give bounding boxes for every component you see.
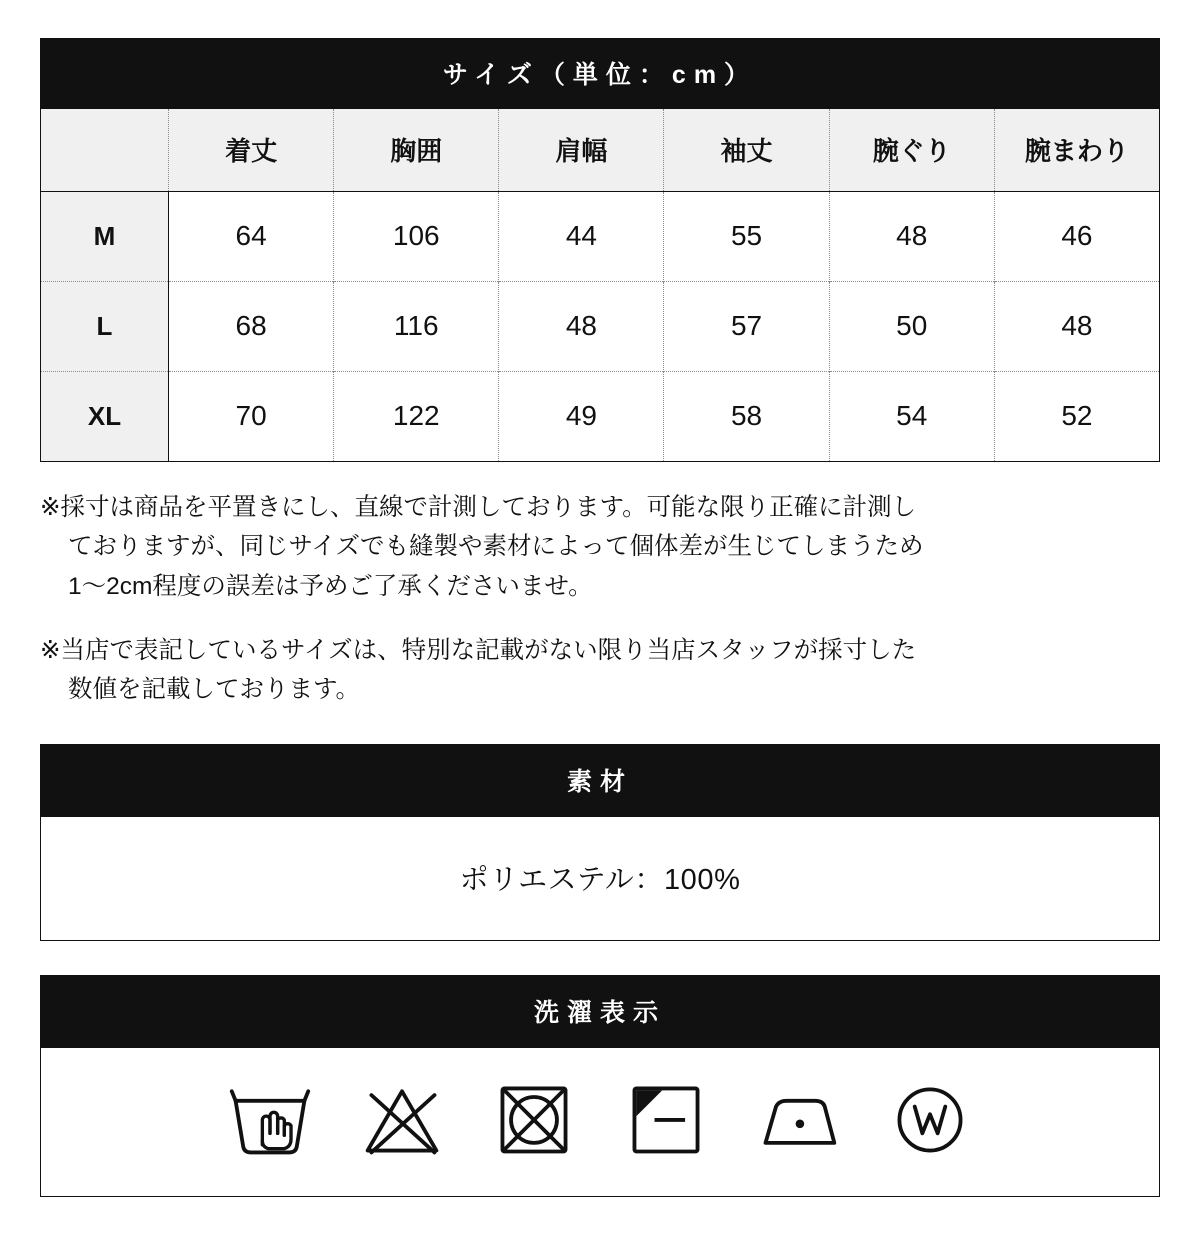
cell-m-udemawari: 46 bbox=[994, 191, 1159, 281]
column-header-sodetake: 袖丈 bbox=[664, 109, 829, 191]
table-row bbox=[41, 191, 1160, 281]
material-section bbox=[40, 744, 1160, 941]
row-header-xl: XL bbox=[41, 371, 169, 461]
column-header-udemawari: 腕まわり bbox=[994, 109, 1159, 191]
column-header-kyoui: 胸囲 bbox=[334, 109, 499, 191]
no-bleach-icon bbox=[354, 1076, 450, 1162]
row-header-m: M bbox=[41, 191, 169, 281]
cell-xl-sodetake: 58 bbox=[664, 371, 829, 461]
size-section-title: サイズ（単位：cm） bbox=[40, 38, 1160, 109]
hand-wash-icon bbox=[222, 1076, 318, 1162]
note-line: ておりますが、同じサイズでも縫製や素材によって個体差が生じてしまうため bbox=[68, 533, 924, 561]
cell-m-kyoui: 106 bbox=[334, 191, 499, 281]
cell-l-kitake: 68 bbox=[169, 281, 334, 371]
cell-xl-udeguri: 54 bbox=[829, 371, 994, 461]
note-line: ※当店で表記しているサイズは、特別な記載がない限り当店スタッフが採寸した bbox=[40, 636, 917, 664]
material-section-title: 素材 bbox=[41, 745, 1159, 817]
column-header-kitake: 着丈 bbox=[169, 109, 334, 191]
size-table-body bbox=[41, 191, 1160, 461]
care-section bbox=[40, 975, 1160, 1197]
table-header-row bbox=[41, 109, 1160, 191]
column-header-katahaba: 肩幅 bbox=[499, 109, 664, 191]
cell-m-katahaba: 44 bbox=[499, 191, 664, 281]
column-header-udeguri: 腕ぐり bbox=[829, 109, 994, 191]
cell-l-sodetake: 57 bbox=[664, 281, 829, 371]
cell-l-katahaba: 48 bbox=[499, 281, 664, 371]
row-header-l: L bbox=[41, 281, 169, 371]
cell-m-sodetake: 55 bbox=[664, 191, 829, 281]
wet-clean-icon bbox=[882, 1076, 978, 1162]
cell-xl-katahaba: 49 bbox=[499, 371, 664, 461]
flat-dry-shade-icon bbox=[618, 1076, 714, 1162]
table-row bbox=[41, 281, 1160, 371]
note-line: 1〜2cm程度の誤差は予めご了承くださいませ。 bbox=[68, 572, 593, 600]
care-icon-row bbox=[41, 1048, 1159, 1196]
cell-xl-kyoui: 122 bbox=[334, 371, 499, 461]
note-block-measurement bbox=[40, 488, 1160, 607]
cell-m-udeguri: 48 bbox=[829, 191, 994, 281]
cell-xl-udemawari: 52 bbox=[994, 371, 1159, 461]
size-table bbox=[40, 109, 1160, 462]
cell-l-udemawari: 48 bbox=[994, 281, 1159, 371]
note-line: ※採寸は商品を平置きにし、直線で計測しております。可能な限り正確に計測し bbox=[40, 493, 917, 521]
size-section bbox=[40, 38, 1160, 462]
care-section-title: 洗濯表示 bbox=[41, 976, 1159, 1048]
iron-low-icon bbox=[750, 1076, 846, 1162]
note-line: 数値を記載しております。 bbox=[68, 676, 361, 704]
cell-m-kitake: 64 bbox=[169, 191, 334, 281]
no-tumble-dry-icon bbox=[486, 1076, 582, 1162]
bottom-spacer bbox=[40, 1197, 1160, 1237]
cell-l-udeguri: 50 bbox=[829, 281, 994, 371]
size-column-header bbox=[41, 109, 169, 191]
material-value: ポリエステル：100% bbox=[41, 817, 1159, 940]
cell-l-kyoui: 116 bbox=[334, 281, 499, 371]
size-table-header bbox=[41, 109, 1160, 191]
measurement-notes bbox=[40, 488, 1160, 710]
note-block-staff bbox=[40, 631, 1160, 710]
table-row bbox=[41, 371, 1160, 461]
cell-xl-kitake: 70 bbox=[169, 371, 334, 461]
